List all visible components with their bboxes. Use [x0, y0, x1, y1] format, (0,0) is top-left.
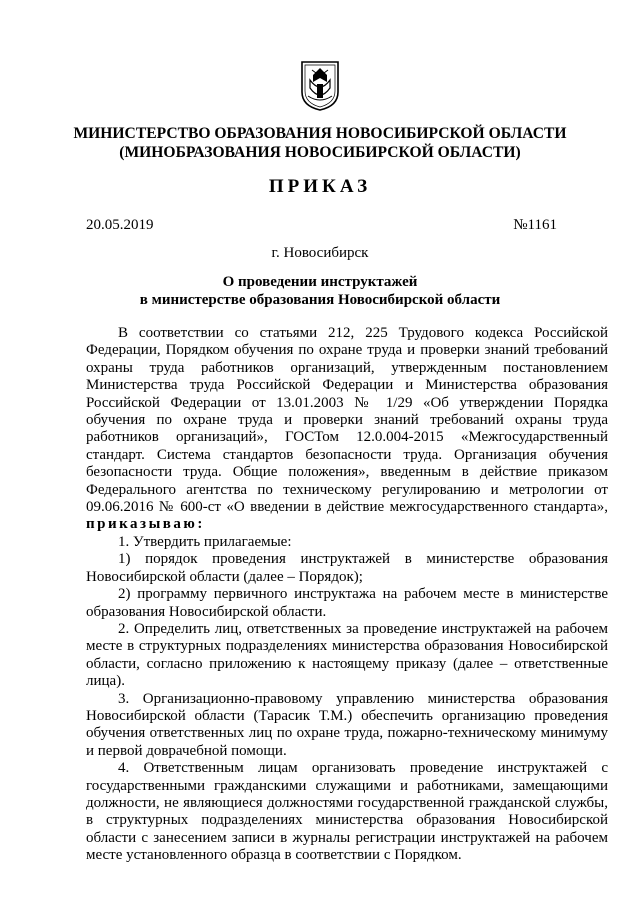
ministry-short-name: (МИНОБРАЗОВАНИЯ НОВОСИБИРСКОЙ ОБЛАСТИ) [119, 144, 521, 161]
subject-line-2: в министерстве образования Новосибирской области [139, 292, 501, 308]
item-1: 1. Утвердить прилагаемые: [118, 533, 292, 550]
preamble-paragraph [86, 325, 608, 534]
item-2: 2. Определить лиц, ответственных за проведение инструктажей на рабочем месте в структурных подразделениях министерства образования Новосибирской области, согласно приложению к настоящему приказу (далее – ответственные лица). [86, 620, 608, 690]
ministry-name [60, 124, 580, 162]
document-date: 20.05.2019 [86, 217, 154, 233]
coat-of-arms-icon [300, 60, 340, 112]
item-1-2: 2) программу первичного инструктажа на рабочем месте в министерстве образования Новосибирской области. [86, 586, 608, 620]
document-meta [86, 217, 557, 234]
document-type-title: ПРИКАЗ [268, 176, 372, 197]
item-3: 3. Организационно-правовому управлению министерства образования Новосибирской области (Тарасик Т.М.) обеспечить организацию проведения обучения ответственных лиц по охране труда, пожарно-техническому минимуму и первой доврачебной помощи. [86, 690, 608, 759]
ministry-full-name: МИНИСТЕРСТВО ОБРАЗОВАНИЯ НОВОСИБИРСКОЙ ОБЛАСТИ [73, 125, 567, 142]
item-4: 4. Ответственным лицам организовать проведение инструктажей с государственными гражданскими служащими и работниками, замещающими должности, не являющиеся должностями государственной гражданской службы, в структурных подразделениях министерства образования Новосибирской области с занесением записи в журналы регистрации инструктажей на рабочем месте установленного образца в соответствии с Порядком. [86, 760, 608, 864]
item-1-1: 1) порядок проведения инструктажей в министерстве образования Новосибирской области (далее – Порядок); [86, 551, 608, 585]
document-number: №1161 [513, 217, 557, 233]
preamble-text: В соответствии со статьями 212, 225 Трудового кодекса Российской Федерации, Порядком обучения по охране труда и проверки знаний требований охраны труда работников организаций, утвержденным постановлением Министерства труда Российской Федерации и Министерства образования Российской Федерации от 13.01.2003 № 1/29 «Об утверждении Порядка обучения по охране труда и проверки знаний требований охраны труда работников организаций», ГОСТом 12.0.004-2015 «Межгосударственный стандарт. Система стандартов безопасности труда. Организация обучения безопасности труда. Общие положения», введенным в действие приказом Федерального агентства по техническому регулированию и метрологии от 09.06.2016 № 600-ст «О введении в действие межгосударственного стандарта», [86, 325, 608, 516]
document-body [86, 325, 608, 865]
document-city: г. Новосибирск [271, 245, 369, 261]
document-subject [80, 273, 560, 309]
subject-line-1: О проведении инструктажей [222, 274, 418, 290]
order-word: приказываю: [86, 516, 205, 533]
